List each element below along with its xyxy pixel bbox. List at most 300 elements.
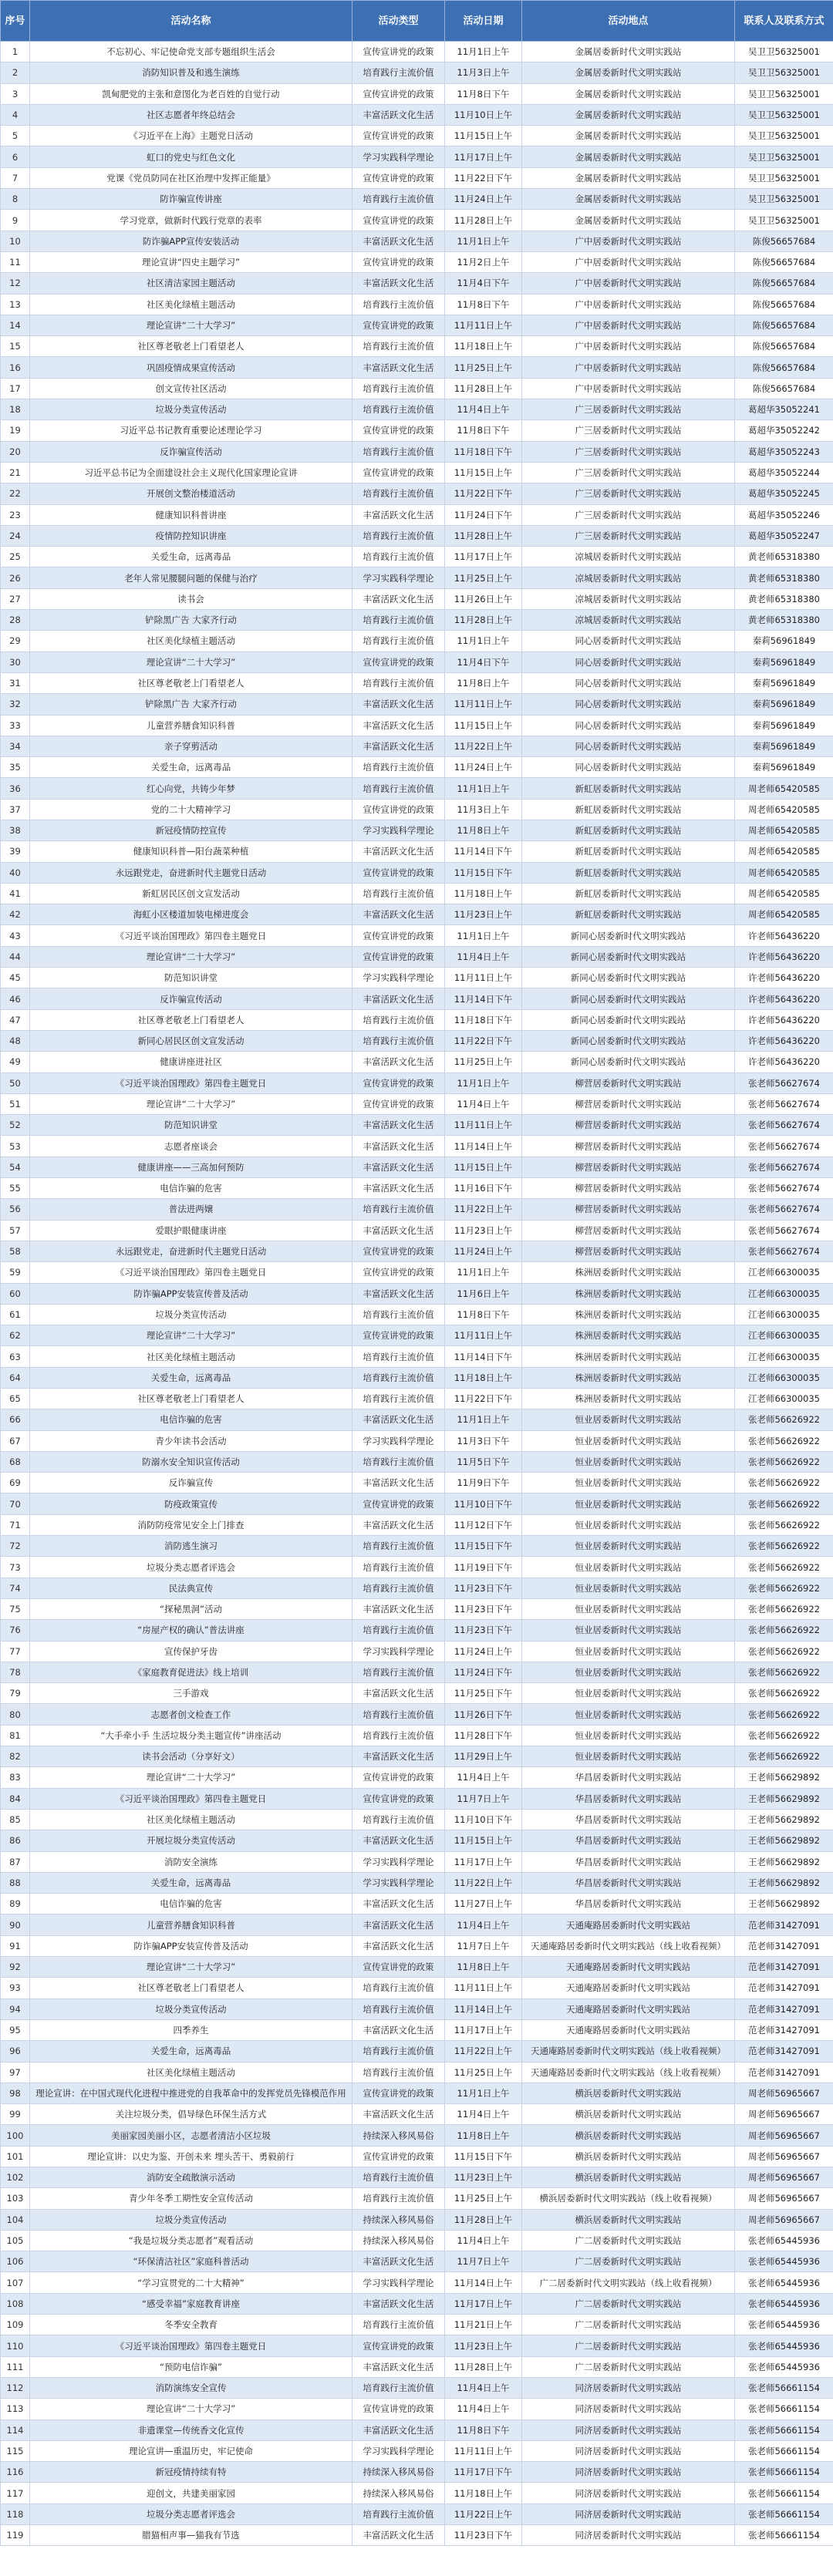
cell-type: 宣传宣讲党的政策 (352, 1072, 445, 1093)
cell-no: 25 (1, 547, 30, 567)
cell-no: 9 (1, 210, 30, 231)
cell-no: 13 (1, 294, 30, 315)
cell-contact: 张老师65445936 (735, 2272, 833, 2293)
cell-place: 柳营居委新时代文明实践站 (522, 1115, 735, 1136)
table-row (1, 1241, 833, 1261)
cell-contact: 秦莉56961849 (735, 715, 833, 736)
cell-contact: 张老师56626922 (735, 1451, 833, 1472)
cell-place: 株洲居委新时代文明实践站 (522, 1262, 735, 1283)
cell-no: 57 (1, 1220, 30, 1241)
cell-contact: 葛超华35052241 (735, 399, 833, 420)
cell-no: 80 (1, 1704, 30, 1725)
cell-contact: 张老师56627674 (735, 1199, 833, 1220)
cell-no: 19 (1, 420, 30, 441)
cell-type: 丰富活跃文化生活 (352, 1136, 445, 1157)
cell-contact: 张老师56626922 (735, 1620, 833, 1641)
cell-place: 新同心居委新时代文明实践站 (522, 1009, 735, 1030)
table-row (1, 42, 833, 62)
cell-no: 85 (1, 1809, 30, 1830)
cell-type: 学习实践科学理论 (352, 567, 445, 588)
cell-type: 宣传宣讲党的政策 (352, 862, 445, 883)
cell-no: 44 (1, 946, 30, 967)
cell-place: 恒业居委新时代文明实践站 (522, 1704, 735, 1725)
cell-date: 11月1日上午 (445, 42, 522, 62)
cell-name: 开展垃圾分类宣传活动 (30, 1830, 352, 1851)
cell-type: 丰富活跃文化生活 (352, 1830, 445, 1851)
cell-name: 反诈骗宣传活动 (30, 988, 352, 1009)
cell-name: 四季养生 (30, 2019, 352, 2040)
cell-name: 社区志愿者年终总结会 (30, 104, 352, 125)
table-row (1, 104, 833, 125)
cell-place: 广三居委新时代文明实践站 (522, 420, 735, 441)
cell-contact: 秦莉56961849 (735, 672, 833, 693)
cell-date: 11月4日下午 (445, 273, 522, 294)
cell-no: 2 (1, 62, 30, 83)
cell-name: 社区尊老敬老上门看望老人 (30, 1978, 352, 1999)
table-row (1, 167, 833, 188)
cell-date: 11月15日上午 (445, 1830, 522, 1851)
cell-date: 11月11日上午 (445, 968, 522, 988)
cell-name: 关爱生命，远离毒品 (30, 1367, 352, 1388)
cell-place: 广三居委新时代文明实践站 (522, 462, 735, 483)
cell-contact: 葛超华35052247 (735, 525, 833, 546)
cell-place: 天通庵路居委新时代文明实践站（线上收看视频） (522, 2041, 735, 2062)
cell-type: 宣传宣讲党的政策 (352, 42, 445, 62)
cell-contact: 秦莉56961849 (735, 694, 833, 715)
cell-no: 48 (1, 1030, 30, 1051)
cell-type: 丰富活跃文化生活 (352, 1935, 445, 1956)
cell-no: 117 (1, 2483, 30, 2504)
cell-place: 横浜居委新时代文明实践站（线上收看视频） (522, 2188, 735, 2209)
table-row (1, 2251, 833, 2272)
cell-type: 培育践行主流价值 (352, 1704, 445, 1725)
cell-type: 宣传宣讲党的政策 (352, 2335, 445, 2356)
cell-name: 电信诈骗的危害 (30, 1894, 352, 1914)
cell-date: 11月24日上午 (445, 1641, 522, 1662)
cell-contact: 吴卫卫56325001 (735, 210, 833, 231)
cell-name: 防诈骗APP安装宣传普及活动 (30, 1283, 352, 1304)
cell-place: 新虹居委新时代文明实践站 (522, 841, 735, 862)
cell-type: 培育践行主流价值 (352, 757, 445, 778)
table-row (1, 2504, 833, 2524)
cell-name: 习近平总书记为全面建设社会主义现代化国家理论宣讲 (30, 462, 352, 483)
cell-type: 培育践行主流价值 (352, 2041, 445, 2062)
cell-type: 丰富活跃文化生活 (352, 1598, 445, 1619)
cell-contact: 范老师31427091 (735, 2019, 833, 2040)
table-row (1, 1473, 833, 1493)
cell-contact: 江老师66300035 (735, 1262, 833, 1283)
cell-contact: 张老师56627674 (735, 1178, 833, 1199)
cell-type: 宣传宣讲党的政策 (352, 1957, 445, 1978)
cell-no: 99 (1, 2104, 30, 2125)
cell-place: 凉城居委新时代文明实践站 (522, 588, 735, 609)
cell-contact: 张老师56626922 (735, 1536, 833, 1557)
cell-contact: 范老师31427091 (735, 1999, 833, 2019)
cell-type: 丰富活跃文化生活 (352, 736, 445, 756)
cell-contact: 张老师56626922 (735, 1557, 833, 1578)
cell-type: 丰富活跃文化生活 (352, 715, 445, 736)
table-row (1, 1872, 833, 1893)
cell-type: 学习实践科学理论 (352, 820, 445, 840)
cell-contact: 许老师56436220 (735, 988, 833, 1009)
cell-place: 恒业居委新时代文明实践站 (522, 1725, 735, 1746)
cell-name: 消防安全疏散演示活动 (30, 2167, 352, 2187)
table-row (1, 210, 833, 231)
cell-name: 新虹居民区创文宣发活动 (30, 883, 352, 904)
cell-type: 培育践行主流价值 (352, 1199, 445, 1220)
cell-no: 5 (1, 126, 30, 146)
table-row (1, 483, 833, 504)
cell-no: 27 (1, 588, 30, 609)
cell-date: 11月4日上午 (445, 2104, 522, 2125)
cell-contact: 周老师65420585 (735, 841, 833, 862)
cell-date: 11月28日上午 (445, 2209, 522, 2230)
cell-name: 宣传保护牙齿 (30, 1641, 352, 1662)
table-row (1, 2377, 833, 2398)
table-row (1, 2104, 833, 2125)
cell-date: 11月24日上午 (445, 757, 522, 778)
cell-contact: 葛超华35052246 (735, 504, 833, 525)
table-row (1, 62, 833, 83)
cell-place: 金属居委新时代文明实践站 (522, 146, 735, 167)
cell-contact: 江老师66300035 (735, 1283, 833, 1304)
cell-date: 11月17日上午 (445, 2293, 522, 2314)
cell-no: 87 (1, 1851, 30, 1872)
table-row (1, 2525, 833, 2546)
cell-contact: 范老师31427091 (735, 1957, 833, 1978)
cell-name: 海虹小区楼道加装电梯进度会 (30, 904, 352, 925)
cell-type: 宣传宣讲党的政策 (352, 1241, 445, 1261)
cell-no: 33 (1, 715, 30, 736)
cell-no: 62 (1, 1325, 30, 1346)
cell-name: 老年人常见腰腿问题的保健与治疗 (30, 567, 352, 588)
cell-place: 同心居委新时代文明实践站 (522, 672, 735, 693)
cell-date: 11月23日上午 (445, 2167, 522, 2187)
cell-date: 11月8日上午 (445, 672, 522, 693)
cell-date: 11月4日上午 (445, 2230, 522, 2251)
cell-name: 《习近平谈治国理政》第四卷主题党日 (30, 2335, 352, 2356)
cell-name: “学习宣贯党的二十大精神” (30, 2272, 352, 2293)
table-row (1, 2188, 833, 2209)
cell-name: 健康讲座——三高加何预防 (30, 1157, 352, 1177)
cell-type: 学习实践科学理论 (352, 2440, 445, 2461)
cell-no: 39 (1, 841, 30, 862)
cell-no: 60 (1, 1283, 30, 1304)
cell-no: 54 (1, 1157, 30, 1177)
cell-type: 培育践行主流价值 (352, 1389, 445, 1409)
cell-type: 培育践行主流价值 (352, 1557, 445, 1578)
cell-date: 11月4日上午 (445, 2399, 522, 2419)
cell-no: 101 (1, 2146, 30, 2167)
table-row (1, 1325, 833, 1346)
cell-contact: 江老师66300035 (735, 1325, 833, 1346)
cell-no: 37 (1, 799, 30, 820)
cell-contact: 周老师65420585 (735, 799, 833, 820)
table-row (1, 2399, 833, 2419)
cell-type: 培育践行主流价值 (352, 62, 445, 83)
cell-contact: 王老师56629892 (735, 1851, 833, 1872)
cell-contact: 葛超华35052244 (735, 462, 833, 483)
cell-date: 11月8日下午 (445, 2419, 522, 2440)
cell-contact: 吴卫卫56325001 (735, 62, 833, 83)
cell-date: 11月7日上午 (445, 1935, 522, 1956)
table-row (1, 1578, 833, 1598)
cell-contact: 王老师56629892 (735, 1872, 833, 1893)
table-row (1, 694, 833, 715)
cell-contact: 江老师66300035 (735, 1304, 833, 1325)
cell-place: 柳营居委新时代文明实践站 (522, 1072, 735, 1093)
cell-name: 社区美化绿植主题活动 (30, 2062, 352, 2083)
cell-no: 30 (1, 652, 30, 672)
cell-contact: 周老师56965667 (735, 2209, 833, 2230)
cell-name: 防诈骗APP宣传安装活动 (30, 231, 352, 251)
cell-type: 培育践行主流价值 (352, 1662, 445, 1682)
cell-no: 73 (1, 1557, 30, 1578)
table-row (1, 357, 833, 378)
cell-date: 11月25日上午 (445, 567, 522, 588)
cell-type: 宣传宣讲党的政策 (352, 1493, 445, 1514)
cell-place: 恒业居委新时代文明实践站 (522, 1430, 735, 1451)
cell-name: 防范知识讲堂 (30, 968, 352, 988)
cell-name: 社区尊老敬老上门看望老人 (30, 672, 352, 693)
cell-no: 81 (1, 1725, 30, 1746)
cell-name: 健康讲座进社区 (30, 1052, 352, 1072)
cell-name: 读书会活动（分享好文） (30, 1746, 352, 1767)
cell-name: 开展创文整治楼道活动 (30, 483, 352, 504)
cell-name: 垃圾分类志愿者评选会 (30, 1557, 352, 1578)
table-row (1, 378, 833, 399)
cell-date: 11月4日上午 (445, 2377, 522, 2398)
table-row (1, 1851, 833, 1872)
cell-place: 柳营居委新时代文明实践站 (522, 1220, 735, 1241)
cell-date: 11月4日上午 (445, 946, 522, 967)
cell-contact: 秦莉56961849 (735, 652, 833, 672)
cell-no: 65 (1, 1389, 30, 1409)
table-row (1, 251, 833, 272)
cell-contact: 张老师56626922 (735, 1514, 833, 1535)
cell-contact: 张老师56661154 (735, 2525, 833, 2546)
cell-place: 广二居委新时代文明实践站 (522, 2335, 735, 2356)
cell-no: 71 (1, 1514, 30, 1535)
cell-name: 志愿者座谈会 (30, 1136, 352, 1157)
cell-type: 培育践行主流价值 (352, 1999, 445, 2019)
cell-name: 非遗课堂—传统香文化宣传 (30, 2419, 352, 2440)
cell-no: 53 (1, 1136, 30, 1157)
cell-name: 普法进两嬢 (30, 1199, 352, 1220)
cell-no: 97 (1, 2062, 30, 2083)
cell-contact: 张老师65445936 (735, 2230, 833, 2251)
cell-name: 消防演练安全宣传 (30, 2377, 352, 2398)
cell-type: 丰富活跃文化生活 (352, 694, 445, 715)
cell-contact: 张老师65445936 (735, 2335, 833, 2356)
cell-no: 17 (1, 378, 30, 399)
cell-type: 丰富活跃文化生活 (352, 1220, 445, 1241)
cell-date: 11月3日下午 (445, 1430, 522, 1451)
cell-contact: 黄老师65318380 (735, 610, 833, 631)
cell-date: 11月14日上午 (445, 2272, 522, 2293)
cell-date: 11月11日上午 (445, 1115, 522, 1136)
table-row (1, 1683, 833, 1704)
cell-name: 健康知识科普—阳台蔬菜种植 (30, 841, 352, 862)
cell-date: 11月22日下午 (445, 167, 522, 188)
table-row (1, 2209, 833, 2230)
cell-name: 电信诈骗的危害 (30, 1178, 352, 1199)
cell-type: 宣传宣讲党的政策 (352, 1788, 445, 1809)
cell-contact: 江老师66300035 (735, 1367, 833, 1388)
cell-name: 垃圾分类志愿者评选会 (30, 2504, 352, 2524)
cell-place: 新同心居委新时代文明实践站 (522, 946, 735, 967)
cell-name: 垃圾分类宣传活动 (30, 2209, 352, 2230)
cell-date: 11月28日上午 (445, 210, 522, 231)
cell-contact: 张老师56627674 (735, 1115, 833, 1136)
cell-no: 66 (1, 1409, 30, 1430)
table-row (1, 1093, 833, 1114)
table-row (1, 736, 833, 756)
cell-date: 11月15日上午 (445, 1157, 522, 1177)
cell-no: 34 (1, 736, 30, 756)
cell-place: 株洲居委新时代文明实践站 (522, 1346, 735, 1367)
table-row (1, 1493, 833, 1514)
cell-type: 丰富活跃文化生活 (352, 1409, 445, 1430)
cell-place: 广三居委新时代文明实践站 (522, 483, 735, 504)
cell-no: 10 (1, 231, 30, 251)
cell-place: 同济居委新时代文明实践站 (522, 2483, 735, 2504)
cell-date: 11月1日上午 (445, 1409, 522, 1430)
cell-contact: 吴卫卫56325001 (735, 104, 833, 125)
cell-no: 90 (1, 1914, 30, 1935)
cell-contact: 张老师56661154 (735, 2399, 833, 2419)
cell-type: 丰富活跃文化生活 (352, 1473, 445, 1493)
cell-contact: 陈俊56657684 (735, 251, 833, 272)
cell-place: 广中居委新时代文明实践站 (522, 231, 735, 251)
table-row (1, 441, 833, 462)
cell-type: 培育践行主流价值 (352, 2315, 445, 2335)
table-row (1, 631, 833, 652)
cell-date: 11月1日上午 (445, 2083, 522, 2103)
cell-type: 丰富活跃文化生活 (352, 2293, 445, 2314)
cell-type: 培育践行主流价值 (352, 2062, 445, 2083)
cell-place: 金属居委新时代文明实践站 (522, 126, 735, 146)
table-row (1, 1304, 833, 1325)
cell-date: 11月22日上午 (445, 1872, 522, 1893)
cell-place: 恒业居委新时代文明实践站 (522, 1493, 735, 1514)
cell-name: 青少年冬季工期性安全宣传活动 (30, 2188, 352, 2209)
cell-name: 创文宣传社区活动 (30, 378, 352, 399)
table-row (1, 2335, 833, 2356)
table-row (1, 1283, 833, 1304)
cell-no: 52 (1, 1115, 30, 1136)
cell-place: 柳营居委新时代文明实践站 (522, 1241, 735, 1261)
cell-contact: 吴卫卫56325001 (735, 167, 833, 188)
cell-contact: 秦莉56961849 (735, 757, 833, 778)
cell-contact: 陈俊56657684 (735, 378, 833, 399)
header-contact: 联系人及联系方式 (735, 1, 833, 42)
table-row (1, 1641, 833, 1662)
cell-contact: 范老师31427091 (735, 2041, 833, 2062)
cell-place: 恒业居委新时代文明实践站 (522, 1451, 735, 1472)
table-row (1, 778, 833, 799)
cell-date: 11月25日下午 (445, 1683, 522, 1704)
cell-contact: 张老师56661154 (735, 2483, 833, 2504)
cell-place: 金属居委新时代文明实践站 (522, 42, 735, 62)
table-row (1, 1030, 833, 1051)
table-row (1, 1788, 833, 1809)
cell-contact: 范老师31427091 (735, 1978, 833, 1999)
cell-contact: 张老师56626922 (735, 1473, 833, 1493)
cell-contact: 许老师56436220 (735, 946, 833, 967)
cell-date: 11月1日上午 (445, 1262, 522, 1283)
cell-place: 天通庵路居委新时代文明实践站 (522, 1999, 735, 2019)
cell-contact: 王老师56629892 (735, 1809, 833, 1830)
cell-no: 26 (1, 567, 30, 588)
cell-type: 学习实践科学理论 (352, 146, 445, 167)
cell-place: 华昌居委新时代文明实践站 (522, 1872, 735, 1893)
table-row (1, 2356, 833, 2377)
cell-place: 同心居委新时代文明实践站 (522, 694, 735, 715)
table-row (1, 1009, 833, 1030)
cell-date: 11月22日上午 (445, 2504, 522, 2524)
cell-type: 宣传宣讲党的政策 (352, 1093, 445, 1114)
table-row (1, 1704, 833, 1725)
cell-no: 4 (1, 104, 30, 125)
cell-type: 培育践行主流价值 (352, 525, 445, 546)
cell-no: 102 (1, 2167, 30, 2187)
cell-date: 11月28日上午 (445, 378, 522, 399)
table-row (1, 2462, 833, 2483)
cell-date: 11月4日上午 (445, 1093, 522, 1114)
cell-date: 11月22日上午 (445, 736, 522, 756)
cell-place: 广二居委新时代文明实践站 (522, 2293, 735, 2314)
cell-type: 宣传宣讲党的政策 (352, 1767, 445, 1788)
cell-date: 11月23日下午 (445, 1620, 522, 1641)
cell-type: 丰富活跃文化生活 (352, 1178, 445, 1199)
cell-type: 培育践行主流价值 (352, 2167, 445, 2187)
cell-date: 11月18日上午 (445, 336, 522, 357)
cell-place: 横浜居委新时代文明实践站 (522, 2083, 735, 2103)
cell-name: “探秘黑洞”活动 (30, 1598, 352, 1619)
cell-place: 天通庵路居委新时代文明实践站（线上收看视频） (522, 1935, 735, 1956)
table-row (1, 1136, 833, 1157)
table-row (1, 273, 833, 294)
cell-contact: 张老师56627674 (735, 1220, 833, 1241)
header-name: 活动名称 (30, 1, 352, 42)
table-row (1, 1914, 833, 1935)
cell-type: 培育践行主流价值 (352, 2377, 445, 2398)
cell-place: 横浜居委新时代文明实践站 (522, 2167, 735, 2187)
cell-place: 华昌居委新时代文明实践站 (522, 1809, 735, 1830)
cell-place: 恒业居委新时代文明实践站 (522, 1536, 735, 1557)
cell-no: 110 (1, 2335, 30, 2356)
cell-no: 56 (1, 1199, 30, 1220)
cell-contact: 许老师56436220 (735, 1052, 833, 1072)
table-row (1, 504, 833, 525)
table-row (1, 1199, 833, 1220)
cell-contact: 张老师56626922 (735, 1430, 833, 1451)
cell-date: 11月14日上午 (445, 1136, 522, 1157)
cell-type: 宣传宣讲党的政策 (352, 2399, 445, 2419)
cell-name: 党课《党员防同在社区治理中发挥正能量》 (30, 167, 352, 188)
cell-no: 63 (1, 1346, 30, 1367)
cell-contact: 周老师56965667 (735, 2125, 833, 2146)
cell-no: 86 (1, 1830, 30, 1851)
cell-name: 理论宣讲“二十大学习” (30, 652, 352, 672)
cell-date: 11月2日上午 (445, 251, 522, 272)
cell-contact: 葛超华35052245 (735, 483, 833, 504)
cell-name: 凯甸肥党的主张和意图化为老百姓的自觉行动 (30, 83, 352, 104)
cell-name: 永远跟党走，奋进新时代主题党日活动 (30, 1241, 352, 1261)
cell-no: 108 (1, 2293, 30, 2314)
cell-date: 11月1日上午 (445, 1072, 522, 1093)
